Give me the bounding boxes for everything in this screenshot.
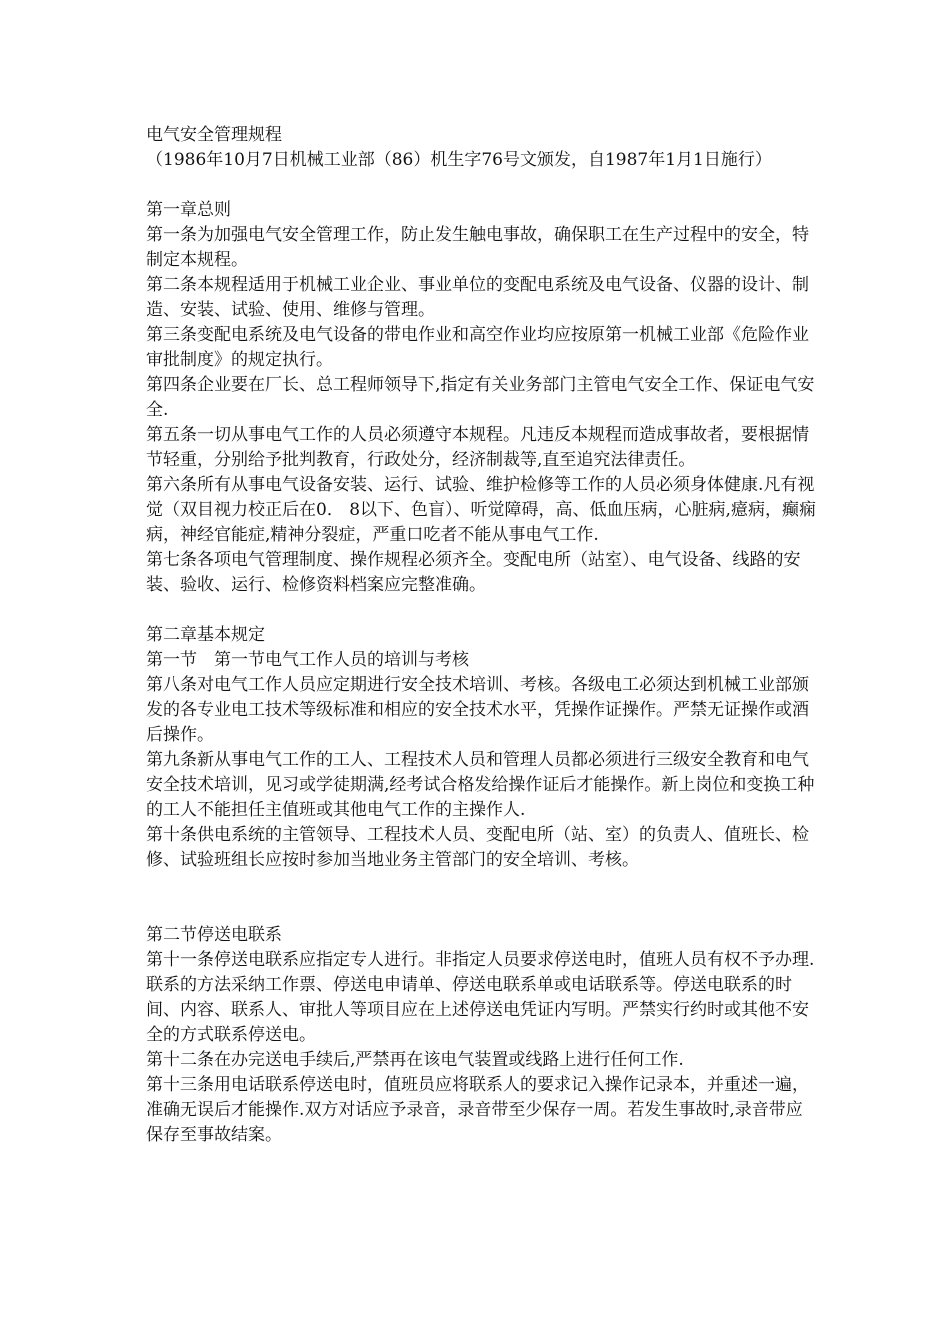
chapter-heading: 第二章基本规定 [146,625,265,645]
article-paragraph: 第二条本规程适用于机械工业企业、事业单位的变配电系统及电气设备、仪器的设计、制造、安装、试验、使用、维修与管理。 [146,275,809,320]
article-paragraph: 第四条企业要在厂长、总工程师领导下,指定有关业务部门主管电气安全工作、保证电气安全. [146,375,815,420]
article-paragraph: 第三条变配电系统及电气设备的带电作业和高空作业均应按原第一机械工业部《危险作业审批制度》的规定执行。 [146,325,809,370]
article-paragraph: 第一条为加强电气安全管理工作，防止发生触电事故，确保职工在生产过程中的安全，特制定本规程。 [146,225,809,270]
article-paragraph: 第十三条用电话联系停送电时，值班员应将联系人的要求记入操作记录本，并重述一遍，准确无误后才能操作.双方对话应予录音，录音带至少保存一周。若发生事故时,录音带应保存至事故结案。 [146,1075,809,1145]
spacer [146,598,818,623]
article-paragraph: 第十条供电系统的主管领导、工程技术人员、变配电所（站、室）的负责人、值班长、检修、试验班组长应按时参加当地业务主管部门的安全培训、考核。 [146,825,809,870]
section-heading: 第一节 第一节电气工作人员的培训与考核 [146,650,469,670]
article-paragraph: 第十一条停送电联系应指定专人进行。非指定人员要求停送电时，值班人员有权不予办理.联系的方法采纳工作票、停送电申请单、停送电联系单或电话联系等。停送电联系的时间、内容、联系人、审批人等项目应在上述停送电凭证内写明。严禁实行约时或其他不安全的方式联系停送电。 [146,950,815,1045]
article-paragraph: 第十二条在办完送电手续后,严禁再在该电气装置或线路上进行任何工作. [146,1050,684,1070]
article-paragraph: 第七条各项电气管理制度、操作规程必须齐全。变配电所（站室）、电气设备、线路的安装、验收、运行、检修资料档案应完整准确。 [146,550,801,595]
section-heading: 第二节停送电联系 [146,925,282,945]
article-paragraph: 第五条一切从事电气工作的人员必须遵守本规程。凡违反本规程而造成事故者，要根据情节轻重，分别给予批判教育，行政处分，经济制裁等,直至追究法律责任。 [146,425,809,470]
document-subtitle: （1986年10月7日机械工业部（86）机生字76号文颁发，自1987年1月1日施行） [146,150,772,170]
article-paragraph: 第九条新从事电气工作的工人、工程技术人员和管理人员都必须进行三级安全教育和电气安全技术培训，见习或学徒期满,经考试合格发给操作证后才能操作。新上岗位和变换工种的工人不能担任主值班或其他电气工作的主操作人. [146,750,815,820]
article-paragraph: 第八条对电气工作人员应定期进行安全技术培训、考核。各级电工必须达到机械工业部颁发的各专业电工技术等级标准和相应的安全技术水平，凭操作证操作。严禁无证操作或酒后操作。 [146,675,809,745]
spacer [146,173,818,198]
article-paragraph: 第六条所有从事电气设备安装、运行、试验、维护检修等工作的人员必须身体健康.凡有视觉（双目视力校正后在0． 8以下、色盲）、听觉障碍，高、低血压病，心脏病,癔病，癫痫病，神经官能症,精神分裂症，严重口吃者不能从事电气工作. [146,475,816,545]
document-body [146,123,818,1148]
document-title: 电气安全管理规程 [146,125,282,145]
spacer [146,873,818,923]
chapter-heading: 第一章总则 [146,200,231,220]
